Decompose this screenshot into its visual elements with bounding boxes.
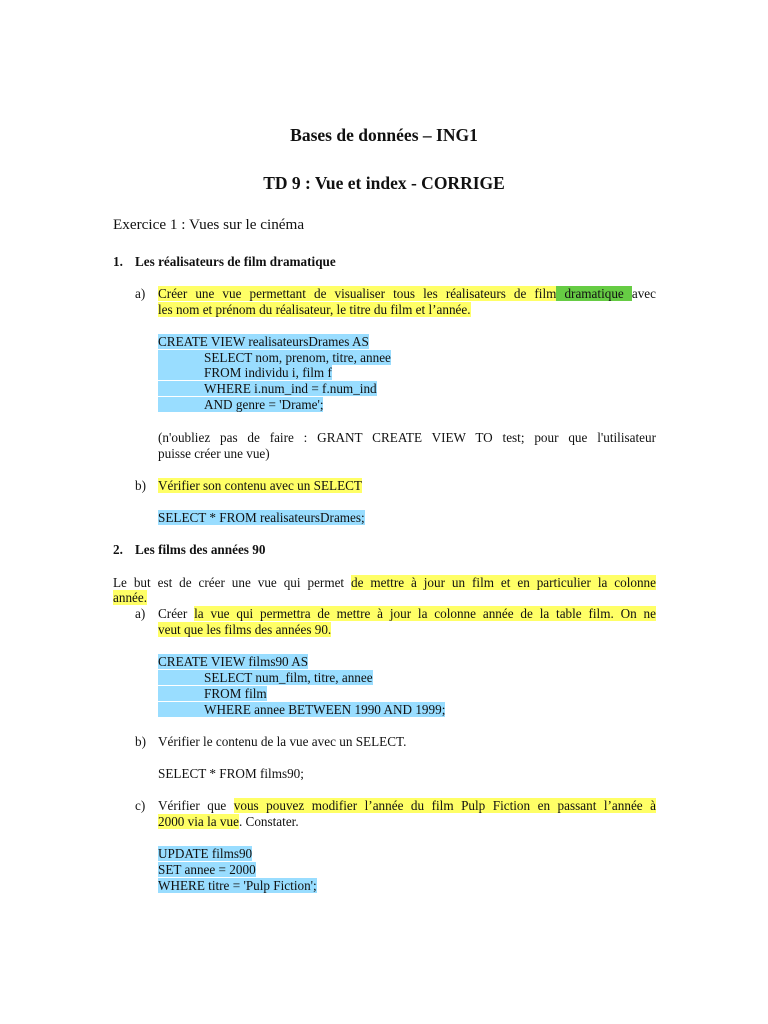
item-2a-text-line2: veut que les films des années 90. [158,622,332,637]
item-1a-text [158,286,656,302]
highlight-yellow: les nom et prénom du réalisateur, le titre du film et l’année. [158,302,471,317]
section-2-intro-line2: année. [113,590,148,605]
section-2-number: 2. [113,542,123,557]
highlight-yellow: Créer une vue permettant de visualiser tous les réalisateurs de film [158,286,557,301]
item-2c-marker: c) [135,798,146,813]
code-line: WHERE i.num_ind = f.num_ind [158,381,377,397]
section-1-number: 1. [113,254,123,269]
item-1b-marker: b) [135,478,146,493]
code-line: SET annee = 2000 [158,862,256,877]
code-line: CREATE VIEW films90 AS [158,654,309,669]
code-line: WHERE annee BETWEEN 1990 AND 1999; [158,702,445,718]
code-line: SELECT * FROM films90; [158,766,304,781]
item-2b-text: Vérifier le contenu de la vue avec un SELECT. [158,734,407,749]
item-2c-text: Vérifier que vous pouvez modifier l’année du film Pulp Fiction en passant l’année à [158,798,656,813]
td-title: TD 9 : Vue et index - CORRIGE [263,173,505,193]
highlight-green: dramatique [556,286,632,301]
grant-note-line2: puisse créer une vue) [158,446,270,461]
section-2-heading: Les films des années 90 [135,542,266,557]
item-1a-text-line2 [158,302,471,318]
code-line: AND genre = 'Drame'; [158,397,323,413]
code-line: SELECT nom, prenom, titre, annee [158,350,391,366]
code-line: SELECT * FROM realisateursDrames; [158,510,365,525]
code-line: UPDATE films90 [158,846,253,861]
highlight-yellow: vous pouvez modifier l’année du film Pulp Fiction en passant l’année à [233,798,656,813]
item-2a-marker: a) [135,606,146,621]
item-2a-text: Créer la vue qui permettra de mettre à jour la colonne année de la table film. On ne [158,606,656,621]
section-1-heading: Les réalisateurs de film dramatique [135,254,336,269]
item-2c-text-line2: 2000 via la vue. Constater. [158,814,299,829]
item-1a-marker: a) [135,286,146,301]
code-line: FROM film [158,686,267,702]
item-2b-marker: b) [135,734,146,749]
highlight-yellow: la vue qui permettra de mettre à jour la colonne année de la table film. On ne [194,606,656,621]
section-2-intro: Le but est de créer une vue qui permet de mettre à jour un film et en particulier la colonne [113,575,656,590]
document-title: Bases de données – ING1 [290,125,478,145]
exercise-1-heading: Exercice 1 : Vues sur le cinéma [113,216,305,233]
highlight-yellow: de mettre à jour un film et en particulier la colonne [351,575,656,590]
code-line: SELECT num_film, titre, annee [158,670,373,686]
item-1b-text: Vérifier son contenu avec un SELECT [158,478,362,493]
highlight-yellow: 2000 via la vue [158,814,239,829]
code-line: CREATE VIEW realisateursDrames AS [158,334,369,349]
plain-text: avec [631,286,656,301]
code-line: FROM individu i, film f [158,365,332,381]
code-line: WHERE titre = 'Pulp Fiction'; [158,878,317,893]
grant-note-line1: (n'oubliez pas de faire : GRANT CREATE VIEW TO test; pour que l'utilisateur [158,430,656,445]
